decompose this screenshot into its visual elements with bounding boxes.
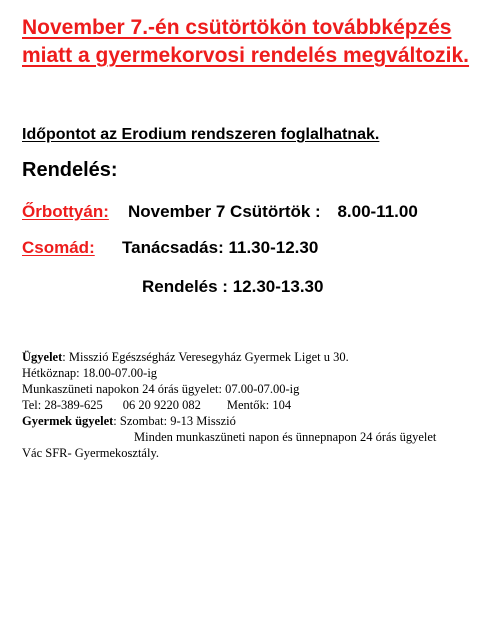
orbottyan-time: 8.00-11.00 [337, 202, 418, 221]
tanacsadas-time: 11.30-12.30 [228, 238, 319, 257]
tel-line [22, 398, 291, 413]
csomad-rendeles-label: Rendelés : [142, 277, 228, 296]
gyermek-ugyelet-text: : Szombat: 9-13 Misszió [113, 414, 236, 428]
csomad-rendeles-time: 12.30-13.30 [232, 277, 324, 296]
ugyelet-text: : Misszió Egészségház Veresegyház Gyermek Liget u 30. [62, 350, 349, 364]
rendeles-title: Rendelés: [22, 159, 118, 181]
booking-note: Időpontot az Erodium rendszeren foglalhatnak. [22, 126, 380, 143]
ugyelet-line [22, 350, 349, 365]
ugyelet-label: Ügyelet [22, 350, 63, 364]
hetkoznap-line: Hétköznap: 18.00-07.00-ig [22, 366, 158, 380]
minden-line: Minden munkaszüneti napon és ünnepnapon 24 órás ügyelet [134, 430, 437, 444]
mentok-number: Mentők: 104 [226, 398, 292, 412]
vac-line: Vác SFR- Gyermekosztály. [22, 446, 160, 460]
csomad-label: Csomád: [22, 238, 95, 257]
csomad-row [22, 238, 318, 258]
headline-line-2: miatt a gyermekorvosi rendelés megváltozik. [22, 44, 470, 67]
csomad-rendeles-row [142, 277, 323, 297]
orbottyan-day: November 7 Csütörtök : [128, 202, 321, 221]
mobile-number: 06 20 9220 082 [122, 398, 201, 412]
orbottyan-label: Őrbottyán: [22, 202, 109, 221]
gyermek-ugyelet-label: Gyermek ügyelet [22, 414, 114, 428]
tanacsadas-label: Tanácsadás: [122, 238, 224, 257]
gyermek-ugyelet-line [22, 414, 236, 429]
tel-number: Tel: 28-389-625 [22, 398, 103, 412]
headline-line-1: November 7.-én csütörtökön továbbképzés [22, 16, 452, 39]
headline [22, 14, 492, 70]
munkaszuneti-line: Munkaszüneti napokon 24 órás ügyelet: 07.00-07.00-ig [22, 382, 300, 396]
orbottyan-row [22, 202, 418, 222]
